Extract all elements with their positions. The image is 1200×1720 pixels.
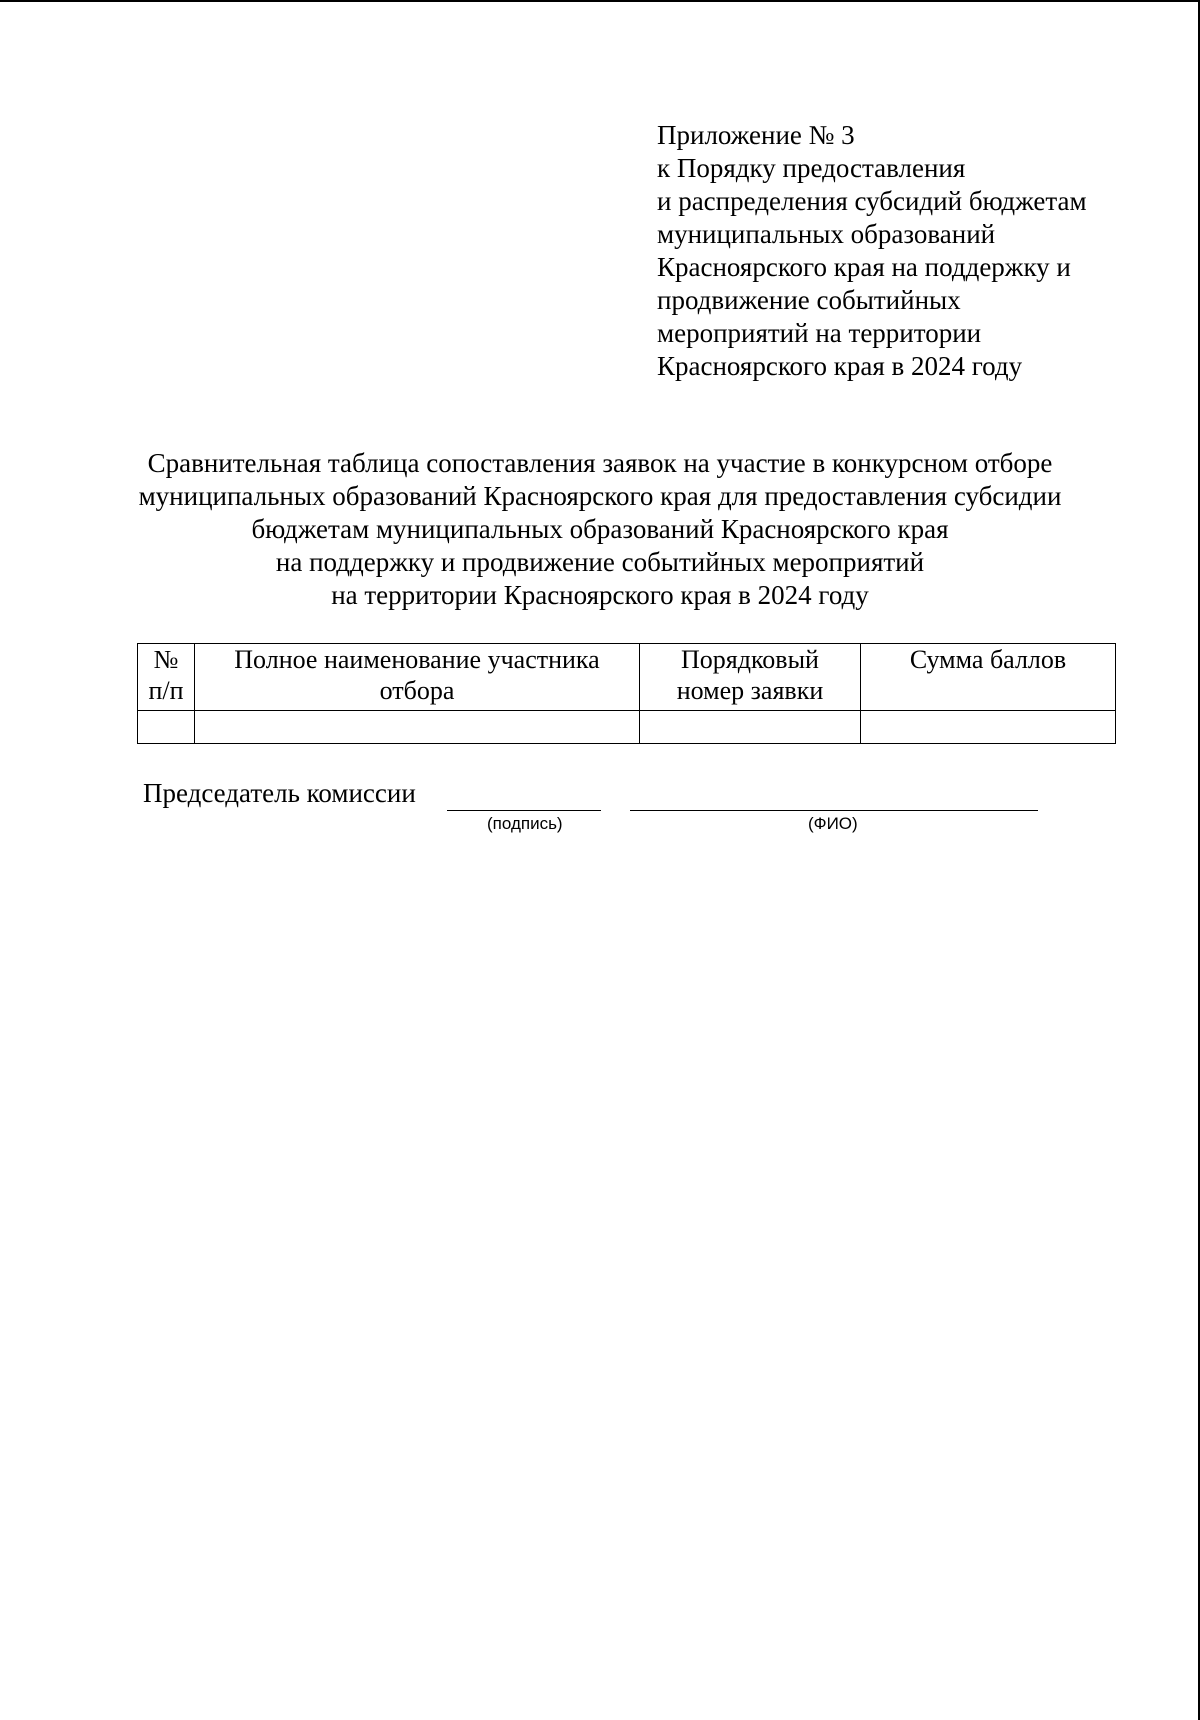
- appendix-line: Приложение № 3: [657, 120, 855, 150]
- header-score-sum: [861, 644, 1116, 711]
- appendix-line: и распределения субсидий бюджетам: [657, 186, 1087, 216]
- title-line: на территории Красноярского края в 2024 году: [331, 580, 869, 610]
- table-cell: [640, 711, 861, 744]
- title-line: Сравнительная таблица сопоставления заявок на участие в конкурсном отборе: [147, 448, 1053, 478]
- title-line: на поддержку и продвижение событийных мероприятий: [275, 547, 925, 577]
- appendix-line: Красноярского края в 2024 году: [657, 351, 1023, 381]
- signature-caption: (подпись): [487, 814, 563, 833]
- title-line: бюджетам муниципальных образований Красноярского края: [251, 514, 949, 544]
- table-row: [138, 711, 1116, 744]
- header-score-line1: Сумма баллов: [909, 645, 1067, 674]
- fio-caption: (ФИО): [808, 814, 858, 833]
- appendix-line: продвижение событийных: [657, 285, 961, 315]
- header-number: [138, 644, 195, 711]
- header-participant-line2: отбора: [379, 676, 455, 705]
- header-participant-name: [195, 644, 640, 711]
- appendix-line: Красноярского края на поддержку и: [657, 252, 1071, 282]
- chairman-label: Председатель комиссии: [143, 778, 416, 808]
- header-number-line1: №: [153, 645, 179, 674]
- header-application-number: [640, 644, 861, 711]
- fio-line: [630, 810, 1038, 811]
- comparison-table: [137, 643, 1116, 744]
- table-header-row: [138, 644, 1116, 711]
- appendix-line: муниципальных образований: [657, 219, 996, 249]
- header-number-line2: п/п: [148, 676, 184, 705]
- table-cell: [195, 711, 640, 744]
- title-line: муниципальных образований Красноярского края для предоставления субсидии: [138, 481, 1062, 511]
- table-cell: [138, 711, 195, 744]
- appendix-reference: [657, 119, 1177, 383]
- header-application-line2: номер заявки: [676, 676, 824, 705]
- document-title: [100, 447, 1100, 612]
- header-application-line1: Порядковый: [681, 645, 819, 674]
- signature-line: [447, 810, 601, 811]
- appendix-line: мероприятий на территории: [657, 318, 982, 348]
- header-participant-line1: Полное наименование участника: [234, 645, 600, 674]
- table-cell: [861, 711, 1116, 744]
- appendix-line: к Порядку предоставления: [657, 153, 966, 183]
